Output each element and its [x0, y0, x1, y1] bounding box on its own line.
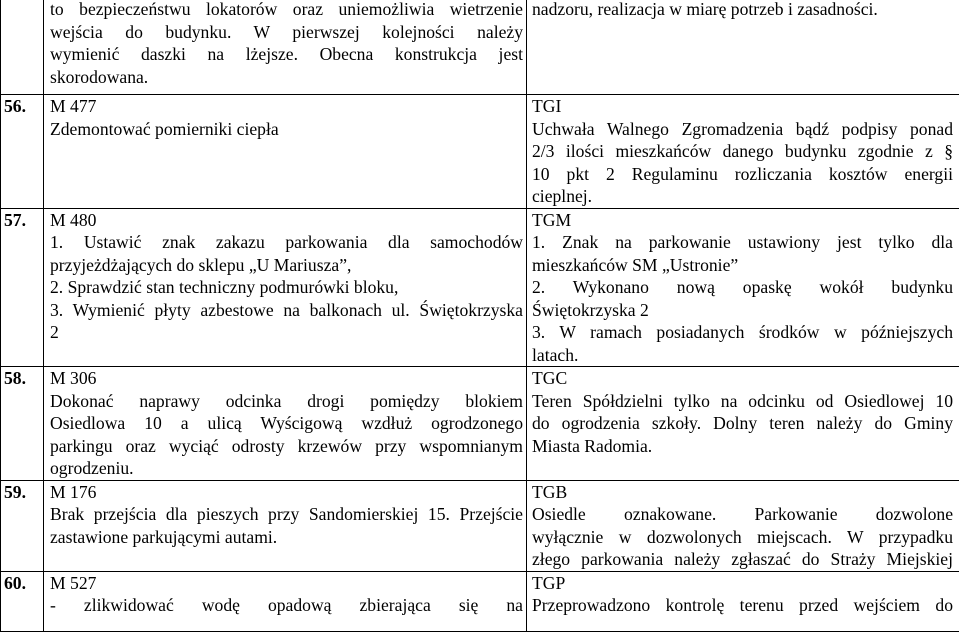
text-line: wyłącznie w dozwolonych miejscach. W przypadku: [532, 526, 953, 549]
response-code: TGP: [532, 572, 953, 595]
request-code: M 176: [50, 481, 523, 504]
text-line: 3. Wymienić płyty azbestowe na balkonach ul. Świętokrzyska: [50, 299, 523, 322]
response-cell: [527, 367, 959, 481]
text-line: zastawione parkującymi autami.: [50, 526, 523, 549]
text-line: skorodowana.: [50, 66, 523, 89]
text-line: 1. Ustawić znak zakazu parkowania dla samochodów: [50, 231, 523, 254]
row-number: [1, 0, 44, 95]
request-code: M 527: [50, 572, 523, 595]
response-cell: [527, 95, 959, 209]
text-line: Zdemontować pomierniki ciepła: [50, 118, 523, 141]
text-line: 3. W ramach posiadanych środków w późniejszych: [532, 321, 953, 344]
text-line: złego parkowania należy zgłaszać do Straży Miejskiej: [532, 548, 953, 571]
response-code: TGC: [532, 367, 953, 390]
text-line: Przeprowadzono kontrolę terenu przed wejściem do: [532, 594, 953, 617]
table-row: [1, 95, 959, 209]
request-code: M 480: [50, 209, 523, 232]
text-line: Uchwała Walnego Zgromadzenia bądź podpisy ponad: [532, 118, 953, 141]
row-number: 56.: [1, 95, 44, 209]
response-code: TGB: [532, 481, 953, 504]
text-line: przyjeżdżających do sklepu „U Mariusza”,: [50, 254, 523, 277]
text-line: nadzoru, realizacja w miarę potrzeb i zasadności.: [532, 0, 953, 21]
text-line: 1. Znak na parkowanie ustawiony jest tylko dla: [532, 231, 953, 254]
text-line: Miasta Radomia.: [532, 435, 953, 458]
request-code: M 306: [50, 367, 523, 390]
text-line: Dokonać naprawy odcinka drogi pomiędzy blokiem: [50, 390, 523, 413]
row-number: 58.: [1, 367, 44, 481]
response-code: TGM: [532, 209, 953, 232]
row-number: 59.: [1, 480, 44, 571]
text-line: wejścia do budynku. W pierwszej kolejności należy: [50, 21, 523, 44]
response-cell: [527, 571, 959, 631]
text-line: Osiedle oznakowane. Parkowanie dozwolone: [532, 503, 953, 526]
response-cell: [527, 0, 959, 95]
text-line: parkingu oraz wyciąć odrosty krzewów przy wspomnianym: [50, 435, 523, 458]
text-line: wymienić daszki na lżejsze. Obecna konstrukcja jest: [50, 43, 523, 66]
text-line: Świętokrzyska 2: [532, 299, 953, 322]
text-line: to bezpieczeństwu lokatorów oraz uniemożliwia wietrzenie: [50, 0, 523, 21]
request-cell: [44, 571, 527, 631]
request-code: M 477: [50, 95, 523, 118]
response-code: TGI: [532, 95, 953, 118]
text-line: ogrodzeniu.: [50, 457, 523, 480]
response-cell: [527, 480, 959, 571]
text-line: 10 pkt 2 Regulaminu rozliczania kosztów energii: [532, 163, 953, 186]
text-line: latach.: [532, 344, 953, 367]
text-line: 2/3 ilości mieszkańców danego budynku zgodnie z §: [532, 140, 953, 163]
request-cell: [44, 208, 527, 367]
text-line: Teren Spółdzielni tylko na odcinku od Osiedlowej 10: [532, 390, 953, 413]
text-line: Osiedlowa 10 a ulicą Wyścigową wzdłuż ogrodzonego: [50, 412, 523, 435]
text-line: - zlikwidować wodę opadową zbierająca się na: [50, 594, 523, 617]
text-line: Brak przejścia dla pieszych przy Sandomierskiej 15. Przejście: [50, 503, 523, 526]
text-line: 2. Sprawdzić stan techniczny podmurówki bloku,: [50, 276, 523, 299]
text-line: do ogrodzenia szkoły. Dolny teren należy do Gminy: [532, 412, 953, 435]
table-row: [1, 208, 959, 367]
table-row: [1, 480, 959, 571]
row-number: 60.: [1, 571, 44, 631]
table-row: [1, 571, 959, 631]
request-cell: [44, 480, 527, 571]
table-row: [1, 0, 959, 95]
table-row: [1, 367, 959, 481]
text-line: 2: [50, 321, 523, 344]
response-cell: [527, 208, 959, 367]
text-line: 2. Wykonano nową opaskę wokół budynku: [532, 276, 953, 299]
request-cell: [44, 0, 527, 95]
request-cell: [44, 367, 527, 481]
text-line: cieplnej.: [532, 185, 953, 208]
request-cell: [44, 95, 527, 209]
text-line: mieszkańców SM „Ustronie”: [532, 254, 953, 277]
row-number: 57.: [1, 208, 44, 367]
